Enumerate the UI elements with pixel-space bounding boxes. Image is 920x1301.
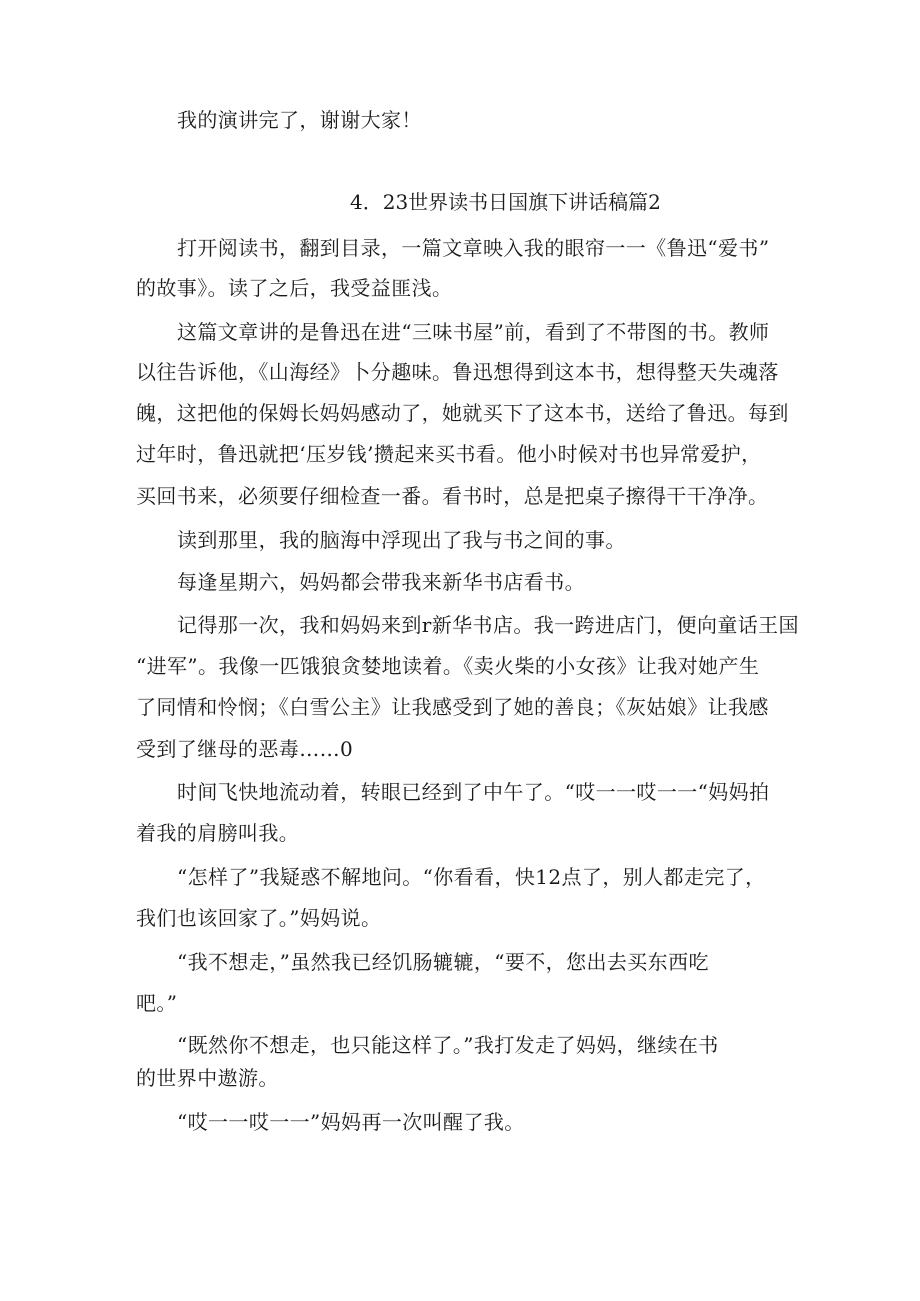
- paragraph-line: 我们也该回家了。”妈妈说。: [136, 906, 382, 930]
- paragraph-line: 这篇文章讲的是鲁迅在进“三味书屋”前，看到了不带图的书。教师: [177, 320, 770, 344]
- paragraph-line: “进军”。我像一匹饿狼贪婪地读着。《卖火柴的小女孩》让我对她产生: [136, 654, 760, 678]
- paragraph-line: 了同情和怜悯；《白雪公主》让我感受到了她的善良；《灰姑娘》让我感: [136, 695, 769, 719]
- paragraph-line: 打开阅读书，翻到目录，一篇文章映入我的眼帘一一《鲁迅“爱书”: [177, 236, 770, 260]
- closing-line: 我的演讲完了，谢谢大家！: [177, 108, 422, 132]
- paragraph-line: “怎样了”我疑惑不解地问。“你看看，快12点了，别人都走完了，: [177, 865, 766, 889]
- paragraph-line: “我不想走，”虽然我已经饥肠辘辘，“要不，您出去买东西吃: [177, 950, 709, 974]
- paragraph-line: “既然你不想走，也只能这样了。”我打发走了妈妈，继续在书: [177, 1033, 719, 1057]
- paragraph-line: 魄，这把他的保姆长妈妈感动了，她就买下了这本书，送给了鲁迅。每到: [136, 401, 789, 425]
- paragraph-line: 时间飞快地流动着，转眼已经到了中午了。“哎一一哎一一“妈妈拍: [177, 780, 770, 804]
- section-heading: 4．23世界读书日国旗下讲话稿篇2: [350, 190, 661, 214]
- paragraph-line: 受到了继母的恶毒……0: [136, 737, 354, 761]
- paragraph-line: 过年时，鲁迅就把‘压岁钱’攒起来买书看。他小时候对书也异常爱护，: [136, 442, 762, 466]
- paragraph-line: 记得那一次，我和妈妈来到r新华书店。我一跨进店门，便向童话王国: [177, 613, 799, 637]
- paragraph-line: 买回书来，必须要仔细检查一番。看书时，总是把桌子擦得干干净净。: [136, 484, 769, 508]
- paragraph-line: 每逢星期六，妈妈都会带我来新华书店看书。: [177, 570, 585, 594]
- paragraph-line: 以往告诉他，《山海经》卜分趣味。鲁迅想得到这本书，想得整天失魂落: [136, 360, 779, 384]
- paragraph-line: 着我的肩膀叫我。: [136, 821, 300, 845]
- paragraph-line: “哎一一哎一一”妈妈再一次叫醒了我。: [177, 1110, 525, 1134]
- paragraph-line: 的世界中遨游。: [136, 1066, 279, 1090]
- paragraph-line: 读到那里，我的脑海中浮现出了我与书之间的事。: [177, 528, 626, 552]
- paragraph-line: 吧。”: [136, 991, 178, 1015]
- paragraph-line: 的故事》。读了之后，我受益匪浅。: [136, 276, 453, 300]
